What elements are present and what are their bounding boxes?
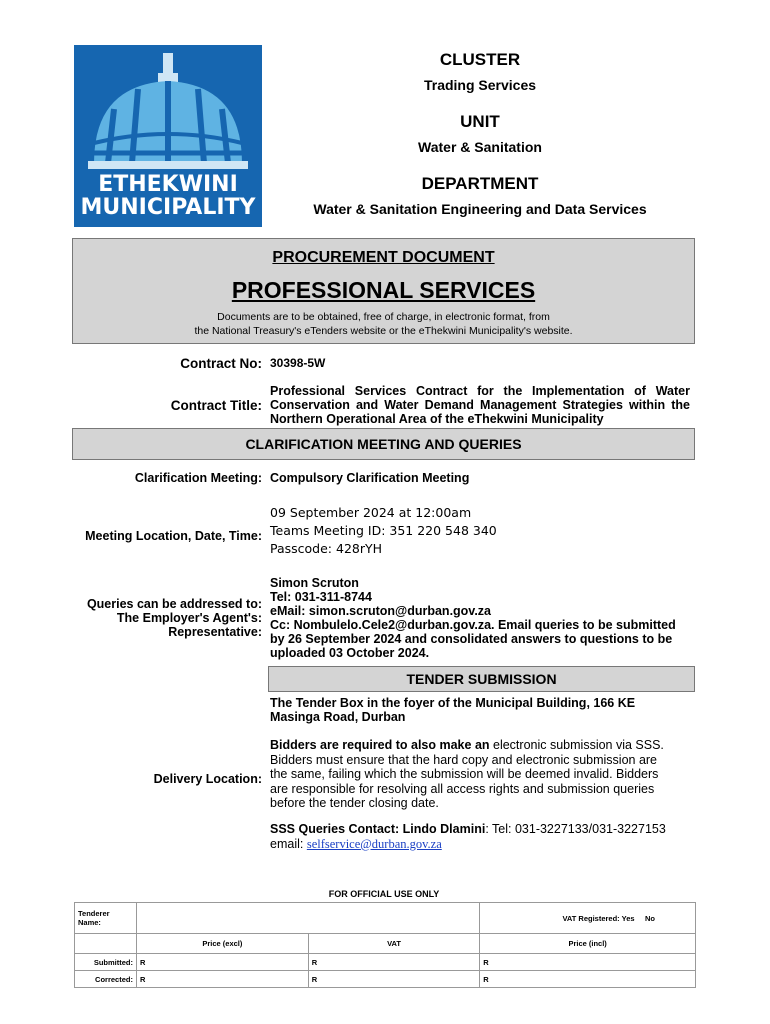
contact-tel: Tel: 031-311-8744 [270,590,372,604]
contract-title-value [270,384,690,426]
bidders-line: before the tender closing date. [270,796,439,810]
queries-label-line: Representative: [168,625,262,639]
sss-bold: SSS Queries Contact: Lindo Dlamini [270,822,486,836]
tenderer-name-label: Tenderer Name: [75,903,137,934]
submitted-vat[interactable]: R [308,954,479,971]
queries-deadline: by 26 September 2024 and consolidated answers to questions to be [270,632,673,646]
sss-contact [270,822,700,851]
bidders-bold: Bidders are required to also make an [270,738,490,752]
contact-name: Simon Scruton [270,576,359,590]
tenderer-name-field[interactable] [136,903,479,934]
corrected-label: Corrected: [75,971,137,988]
professional-services-title: PROFESSIONAL SERVICES [231,277,536,303]
bidders-text [270,738,690,811]
email-prefix: email: [270,836,307,851]
cluster-label: CLUSTER [439,50,521,69]
vat-registered-cell [480,903,696,934]
contract-title-line: Northern Operational Area of the eThekwini Municipality [270,412,604,426]
procurement-box [72,238,695,344]
tender-header [268,666,695,692]
submitted-price-excl[interactable]: R [136,954,308,971]
price-excl-header: Price (excl) [136,934,308,954]
meeting-location-value [270,504,497,558]
corrected-price-excl[interactable]: R [136,971,308,988]
meeting-teams-id: Teams Meeting ID: 351 220 548 340 [270,523,497,538]
clarification-meeting-label: Clarification Meeting: [134,471,262,485]
tender-box-line: Masinga Road, Durban [270,710,406,724]
contact-cc: Cc: Nombulelo.Cele2@durban.gov.za. Email queries to be submitted [270,618,676,632]
price-incl-header: Price (incl) [480,934,696,954]
ethekwini-logo [74,45,262,227]
contact-email: eMail: simon.scruton@durban.gov.za [270,604,492,618]
department-label: DEPARTMENT [421,174,539,193]
logo-line1: ETHEKWINI [98,172,238,197]
unit-value: Water & Sanitation [418,139,542,155]
meeting-passcode: Passcode: 428rYH [270,541,383,556]
queries-answers: uploaded 03 October 2024. [270,646,430,660]
contract-no-label: Contract No: [180,356,262,371]
sss-rest: : Tel: 031-3227133/031-3227153 [485,822,666,836]
bidders-line: are responsible for resolving all access rights and submission queries [270,781,655,796]
official-use-heading: FOR OFFICIAL USE ONLY [328,889,440,899]
contract-title-label: Contract Title: [170,398,262,413]
cluster-value: Trading Services [423,77,537,93]
meeting-location-label: Meeting Location, Date, Time: [85,529,262,543]
contract-title-line: Conservation and Water Demand Management Strategies within the [270,398,690,412]
meeting-date: 09 September 2024 at 12:00am [270,505,472,520]
contract-title-line: Professional Services Contract for the Implementation of Water [270,384,690,398]
submitted-label: Submitted: [75,954,137,971]
logo-line2: MUNICIPALITY [80,195,256,220]
vat-registered-label: VAT Registered: [562,913,620,923]
department-value: Water & Sanitation Engineering and Data Services [313,201,647,217]
contract-no-value: 30398-5W [270,356,326,370]
official-use-table [74,902,696,988]
corrected-vat[interactable]: R [308,971,479,988]
vat-header: VAT [308,934,479,954]
vat-yes[interactable]: Yes [621,913,635,923]
clarification-header [72,428,695,460]
tender-box-location [270,696,690,724]
clarification-meeting-value: Compulsory Clarification Meeting [270,471,470,485]
queries-label-line: The Employer's Agent's: [116,611,262,625]
corrected-price-incl[interactable]: R [480,971,696,988]
procurement-note-line2: the National Treasury's eTenders website or the eThekwini Municipality's website. [194,325,573,337]
queries-value [270,576,700,660]
submitted-price-incl[interactable]: R [480,954,696,971]
procurement-note-line1: Documents are to be obtained, free of charge, in electronic format, from [217,311,550,323]
queries-label [60,597,262,639]
selfservice-email-link[interactable]: selfservice@durban.gov.za [306,836,442,851]
vat-no[interactable]: No [645,913,655,923]
tender-heading: TENDER SUBMISSION [406,671,557,687]
clarification-heading: CLARIFICATION MEETING AND QUERIES [245,436,522,452]
bidders-line: Bidders must ensure that the hard copy and electronic submission are [270,752,658,767]
unit-label: UNIT [460,112,500,131]
empty-cell [75,934,137,954]
queries-label-line: Queries can be addressed to: [86,597,262,611]
delivery-location-label: Delivery Location: [153,772,262,786]
bidders-line: the same, failing which the submission will be deemed invalid. Bidders [270,767,659,781]
procurement-heading: PROCUREMENT DOCUMENT [272,249,495,266]
bidders-rest: electronic submission via SSS. [489,738,664,752]
tender-box-line: The Tender Box in the foyer of the Municipal Building, 166 KE [270,696,636,710]
